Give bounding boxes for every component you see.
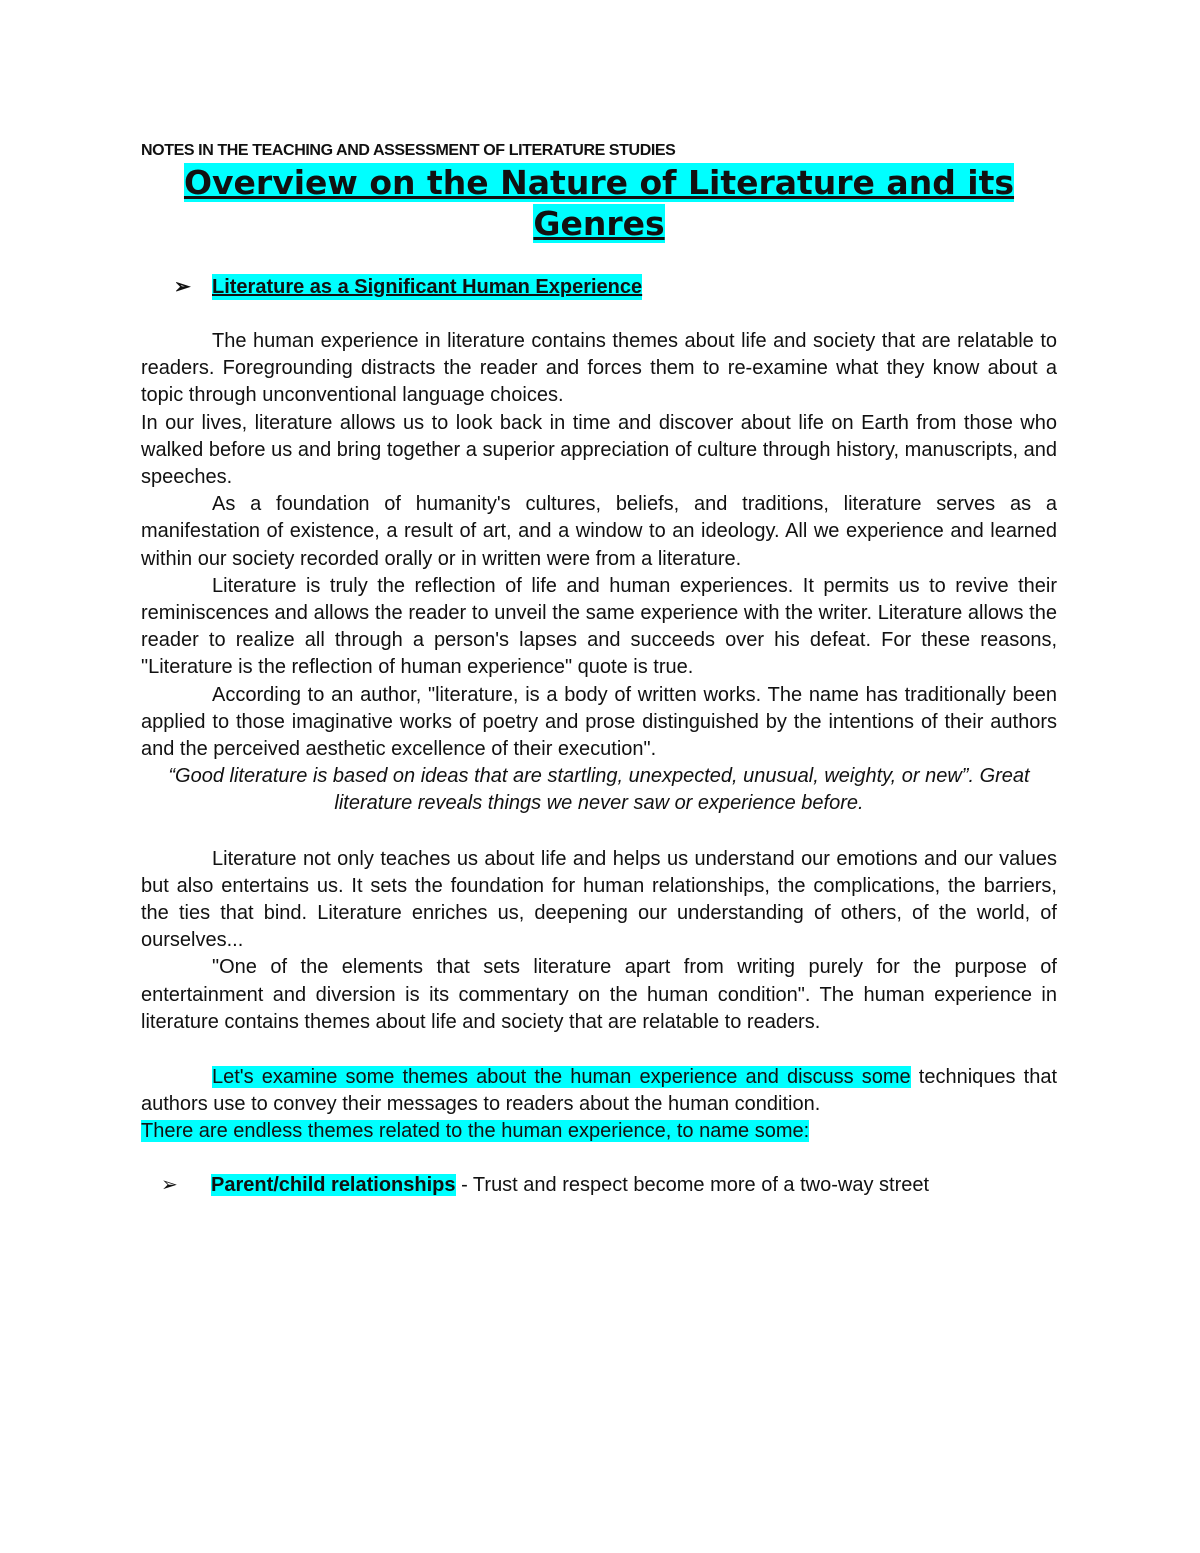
themes-intro-text: There are endless themes related to the human experience, to name some: <box>141 1120 810 1143</box>
paragraph-4: Literature is truly the reflection of life and human experiences. It permits us to revive their reminiscences and allows the reader to unveil the same experience with the writer. Literature allows the reader to realize all through a person's lapses and succeeds over his defeat. For these reasons, "Literature is the reflection of human experience" quote is true. <box>141 574 1057 679</box>
paragraph-7: "One of the elements that sets literature apart from writing purely for the purpose of entertainment and diversion is its commentary on the human condition". The human experience in literature contains themes about life and society that are relatable to readers. <box>141 956 1057 1033</box>
arrow-bullet-icon: ➢ <box>174 276 191 298</box>
theme-term: Parent/child relationships <box>211 1173 456 1196</box>
document-title-text: Overview on the Nature of Literature and its Genres <box>183 163 1015 243</box>
document-title <box>141 162 1057 244</box>
document-content <box>141 140 1057 1199</box>
examine-highlight: Let's examine some themes about the human experience and discuss some <box>212 1066 911 1089</box>
quote-block: “Good literature is based on ideas that are startling, unexpected, unusual, weighty, or new”. Great literature reveals things we never saw or experience before. <box>168 765 1030 815</box>
arrow-bullet-icon: ➢ <box>161 1173 178 1196</box>
section-heading <box>174 274 1057 300</box>
examine-rest: techniques that authors use to convey their messages to readers about the human condition. <box>141 1066 1057 1116</box>
theme-item-text <box>211 1172 929 1199</box>
section-heading-label: Literature as a Significant Human Experience <box>212 276 643 298</box>
examine-paragraph <box>141 1064 1057 1118</box>
paragraph-5: According to an author, "literature, is a body of written works. The name has traditionally been applied to those imaginative works of poetry and prose distinguished by the intentions of their authors and the perceived aesthetic excellence of their execution". <box>141 683 1057 761</box>
theme-item <box>161 1172 1057 1199</box>
themes-intro <box>141 1118 1057 1145</box>
paragraph-1: The human experience in literature contains themes about life and society that are relatable to readers. Foregrounding distracts the reader and forces them to re-examine what they know about a topic through unconventional language choices. <box>141 330 1057 407</box>
running-head: NOTES IN THE TEACHING AND ASSESSMENT OF LITERATURE STUDIES <box>141 142 676 159</box>
paragraph-3: As a foundation of humanity's cultures, beliefs, and traditions, literature serves as a manifestation of existence, a result of art, and a window to an ideology. All we experience and learned within our society recorded orally or in written were from a literature. <box>141 493 1057 570</box>
paragraph-6: Literature not only teaches us about life and helps us understand our emotions and our values but also entertains us. It sets the foundation for human relationships, the complications, the barriers, the ties that bind. Literature enriches us, deepening our understanding of others, of the world, of ourselves... <box>141 847 1057 952</box>
theme-description: - Trust and respect become more of a two-way street <box>455 1173 930 1196</box>
paragraph-2: In our lives, literature allows us to look back in time and discover about life on Earth from those who walked before us and bring together a superior appreciation of culture through history, manuscripts, and speeches. <box>141 411 1057 489</box>
